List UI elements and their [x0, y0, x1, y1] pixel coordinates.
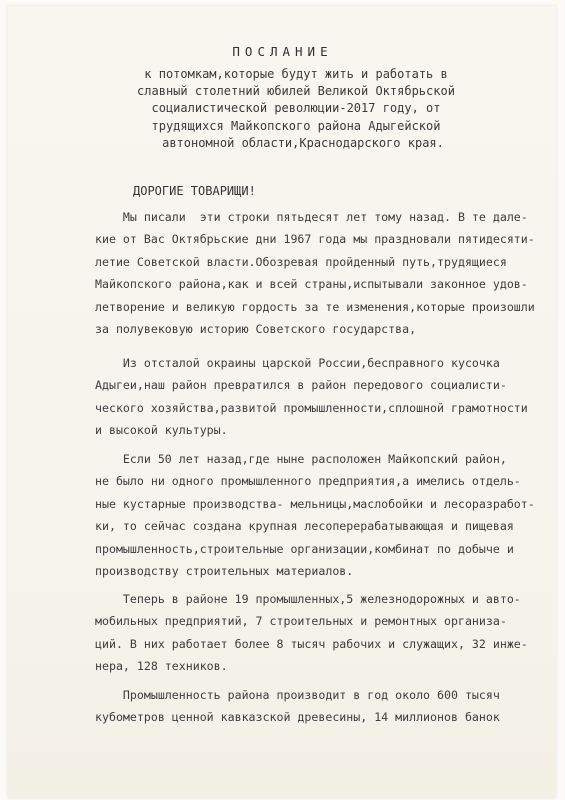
- paragraph: [95, 352, 555, 442]
- text-line: не было ни одного промышленного предприятия,а имелись отдель-: [95, 474, 521, 489]
- paragraph: [95, 588, 555, 678]
- text-line: Адыгеи,наш район превратился в район передового социалисти-: [95, 378, 507, 393]
- text-line: нера, 128 техников.: [95, 659, 228, 674]
- subtitle-line: к потомкам,которые будут жить и работать в: [144, 67, 448, 81]
- subtitle-line: трудящихся Майкопского района Адыгейской: [151, 118, 441, 133]
- text-line: ки, то сейчас создана крупная лесоперерабатывающая и пищевая: [95, 519, 514, 534]
- text-line: Если 50 лет назад,где ныне расположен Майкопский район,: [95, 452, 507, 466]
- document-title: ПОСЛАНИЕ: [232, 44, 333, 59]
- text-line: производству строительных материалов.: [95, 564, 354, 579]
- text-line: летворение и великую гордость за те изменения,которые произошли: [95, 299, 535, 314]
- text-line: Мы писали эти строки пятьдесят лет тому назад. В те дале-: [95, 210, 528, 224]
- salutation: ДОРОГИЕ ТОВАРИЩИ!: [133, 184, 256, 198]
- text-line: кие от Вас Октябрьские дни 1967 года мы праздновали пятидесяти-: [95, 232, 535, 247]
- paragraph: [95, 206, 555, 340]
- text-line: за полувековую историю Советского государства,: [95, 322, 417, 337]
- subtitle-line: социалистической революции-2017 году, от: [151, 101, 441, 116]
- text-line: промышленность,строительные организации,комбинат по добыче и: [95, 541, 514, 556]
- paragraph: [95, 448, 555, 582]
- subtitle-line: автономной области,Краснодарского края.: [162, 135, 444, 150]
- document-subtitle: [106, 66, 486, 152]
- text-line: Майкопского района,как и всей страны,испытывали законное удов-: [95, 277, 528, 292]
- text-line: ций. В них работает более 8 тысяч рабочих и служащих, 32 инже-: [95, 636, 528, 651]
- text-line: ческого хозяйства,развитой промышленности,сплошной грамотности: [95, 400, 528, 415]
- text-line: кубометров ценной кавказской древесины, 14 миллионов банок: [95, 710, 500, 725]
- text-line: Из отсталой окраины царской России,бесправного кусочка: [95, 356, 500, 370]
- text-line: мобильных предприятий, 7 строительных и ремонтных организа-: [95, 614, 507, 629]
- text-line: Теперь в районе 19 промышленных,5 железнодорожных и авто-: [95, 592, 521, 606]
- text-line: и высокой культуры.: [95, 423, 228, 438]
- text-line: ные кустарные производства- мельницы,маслобойки и лесоразработ-: [95, 496, 535, 511]
- subtitle-line: славный столетний юбилей Великой Октябрьской: [137, 84, 455, 99]
- text-line: летие Советской власти.Обозревая пройденный путь,трудящиеся: [95, 254, 507, 269]
- text-line: Промышленность района производит в год около 600 тысяч: [95, 688, 500, 702]
- paragraph: [95, 684, 555, 729]
